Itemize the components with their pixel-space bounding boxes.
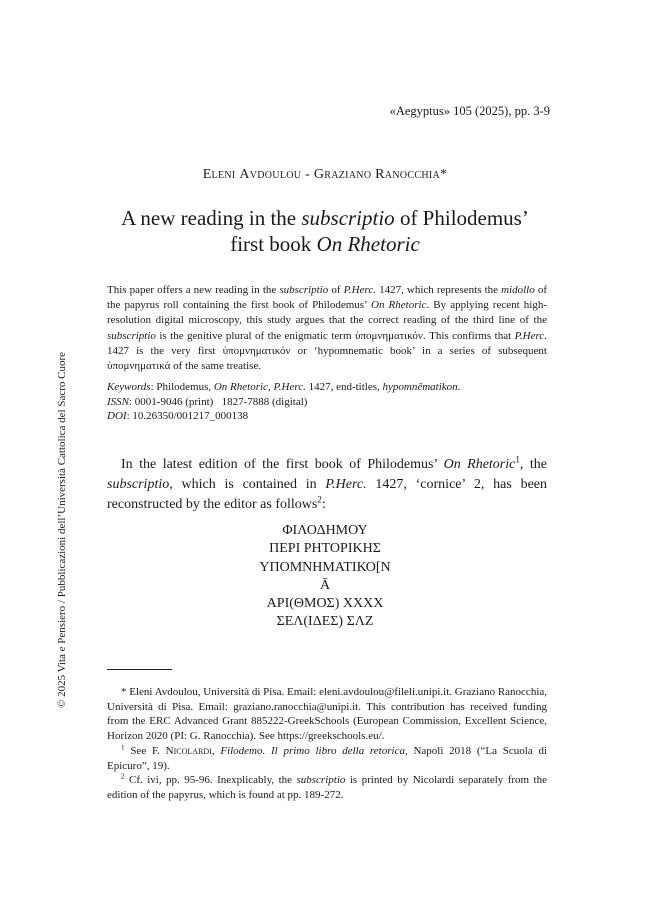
footnote-divider [107,669,172,670]
running-head: «Aegyptus» 105 (2025), pp. 3-9 [389,104,550,118]
footnote-author [107,685,547,744]
keywords-text: , [267,381,274,393]
issn-line [107,395,547,410]
body-text: In the latest edition of the first book of Philodemus’ [121,457,444,472]
title-text: first book [230,232,317,256]
article-title [0,205,650,257]
footnote-ref-1[interactable]: 1 [515,454,520,465]
abstract-text: is the genitive plural of the enigmatic term ὑπομνηματικόν. This confirms that [155,329,515,342]
greek-line: Ᾱ [319,577,331,593]
keywords-label: Keywords [107,381,151,393]
greek-line: ΠΕΡΙ ΡΗΤΟΡΙΚΗΣ [269,541,381,557]
author-1-first-name: Eleni [202,167,236,182]
abstract-paragraph [107,283,547,374]
keywords-text: . [457,381,461,393]
body-italic: On Rhetoric [443,457,516,472]
abstract-text: 1427 is the very first ὑπομνηματικόν or ‘hypomnematic book’ in a series of subsequent ὑπομνηματικά of the same treatise. [107,344,547,373]
copyright-side-text: © 2025 Vita e Pensiero / Pubblicazioni dell’Università Cattolica del Sacro Cuore [56,351,68,709]
footnote-text: , Napoli 2018 (“La Scuola di Epicuro”, 19). [107,744,547,772]
abstract-italic: P.Herc. [343,284,376,296]
abstract-italic: midollo [501,284,535,296]
footnotes [107,685,547,803]
author-2-last-name: Ranocchia [375,167,440,182]
author-1-last-name: Avdoulou [239,167,302,182]
title-text: A new reading in the [121,206,302,230]
body-text: , which is contained in [169,477,326,492]
footnote-text: , [211,744,221,757]
abstract-italic: On Rhetoric [371,299,427,312]
footnote-italic: subscriptio [296,774,346,787]
abstract-text: of [328,284,344,296]
body-italic: subscriptio [107,477,170,492]
keywords-italic: On Rhetoric [213,381,268,393]
author-separator: - [301,167,314,182]
body-text: 1427, ‘cornice’ 2, has been reconstructed by the editor as follows [107,477,547,512]
greek-line: ΥΠΟΜΝΗΜΑΤΙΚΟ[Ν [259,559,391,575]
footnote-ref-2[interactable]: 2 [317,494,322,505]
footnote-number: 2 [121,772,125,781]
keywords-italic: hypomnēmatikon [382,381,458,393]
body-text: , the [519,457,547,472]
article-metadata [107,380,547,424]
doi-label: DOI [107,410,127,422]
abstract-text: of the papyrus roll containing the first book of Philodemus’ [107,284,547,312]
body-text: : [321,497,326,512]
abstract-text: . By applying recent high-resolution digital microscopy, this study argues that the correct reading of the third line of the [107,299,547,327]
title-text: of Philodemus’ [394,206,529,230]
keywords-text: : Philodemus, [150,381,214,393]
footnote-text: See F. [124,744,166,757]
abstract-italic: subscriptio [279,284,329,296]
title-italic: On Rhetoric [316,232,420,256]
title-line-1 [0,205,650,231]
footnote-1 [107,744,547,773]
author-footnote-marker: * [440,167,448,182]
issn-label: ISSN [107,395,129,408]
body-italic: P.Herc. [325,477,367,492]
greek-line: ΑΡΙ(ΘΜΟΣ) ΧΧΧΧ [266,596,384,612]
footnote-text: * Eleni Avdoulou, Università di Pisa. Email: eleni.avdoulou@fileli.unipi.it. Graziano Ranocchia, Università di Pisa. Email: graziano.ranocchia@unipi.it. This contribution has received funding from the ERC Advanced Grant 885222-GreekSchools (European Commission, Excellent Science, Horizon 2020 (PI: G. Ranocchia). See https://greekschools.eu/. [107,686,548,743]
footnote-2 [107,773,547,802]
greek-line: ΦΙΛΟΔΗΜΟΥ [282,523,368,538]
footnote-text: Cf. ivi, pp. 95-96. Inexplicably, the [124,774,297,787]
title-italic: subscriptio [301,206,395,230]
subscriptio-transcription [0,522,650,632]
keywords-line [107,380,547,395]
doi-line [107,409,547,424]
author-2-first-name: Graziano [313,167,372,182]
keywords-italic: P.Herc. [273,381,306,393]
footnote-author-name: Nicolardi [165,744,212,757]
abstract [107,283,547,374]
abstract-italic: subscriptio [107,329,156,342]
doi-value: : 10.26350/001217_000138 [126,410,249,422]
abstract-text: This paper offers a new reading in the [107,284,280,296]
keywords-text: 1427, end-titles, [305,381,383,393]
body-paragraph [107,455,547,515]
abstract-italic: P.Herc. [514,329,547,342]
abstract-text: 1427, which represents the [375,284,502,296]
author-line [0,167,650,183]
greek-line: ΣΕΛ(ΙΔΕΣ) ΣΛΖ [276,614,374,630]
issn-value: : 0001-9046 (print) 1827-7888 (digital) [129,395,308,408]
title-line-2 [0,231,650,257]
footnote-italic: Filodemo. Il primo libro della retorica [220,744,405,757]
footnote-text: is printed by Nicolardi separately from the edition of the papyrus, which is found at pp. 189-272. [107,774,547,801]
footnote-number: 1 [121,743,125,752]
